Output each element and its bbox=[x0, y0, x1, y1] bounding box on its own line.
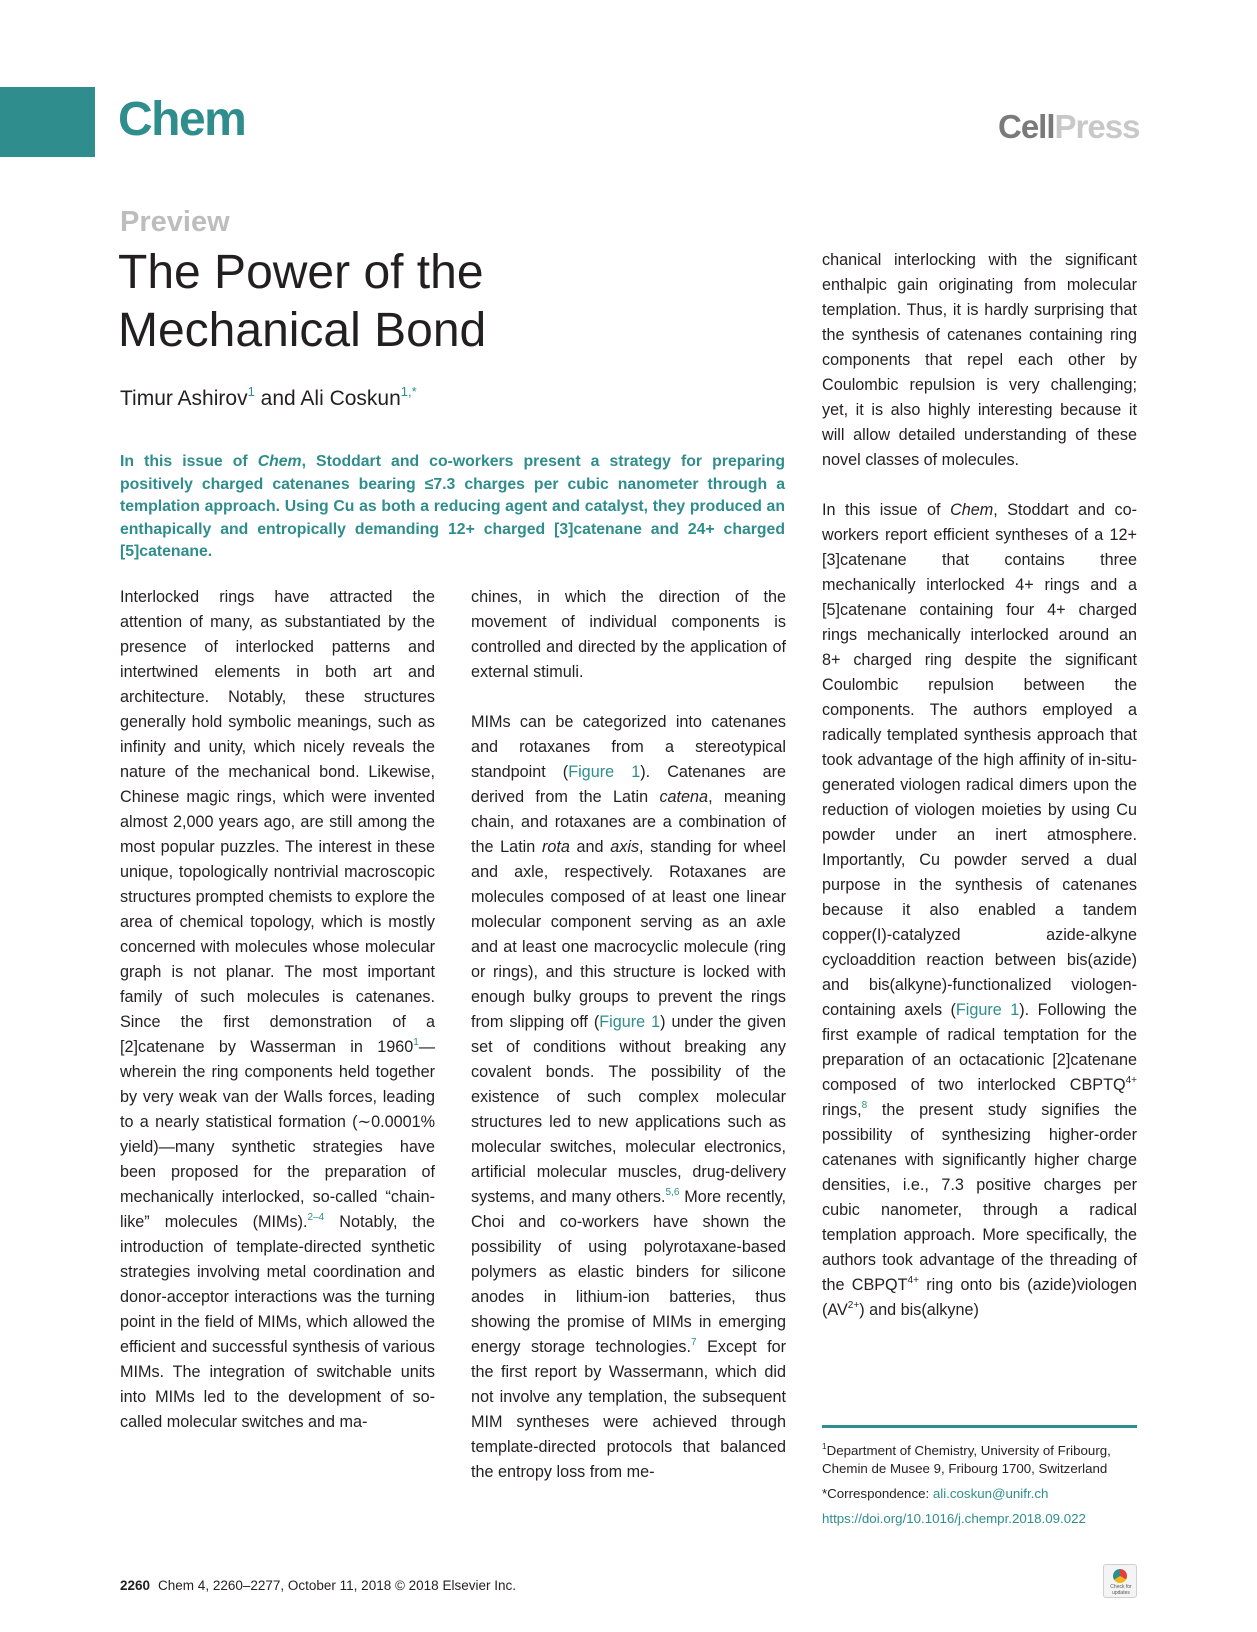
reference-link[interactable]: 2–4 bbox=[307, 1211, 325, 1223]
author-name: Timur Ashirov bbox=[120, 387, 248, 410]
body-paragraph: In this issue of Chem, Stoddart and co-workers report efficient syntheses of a 12+ [3]catenane that contains three mechanically interlocked 4+ rings and a [5]catenane containing four 4+ charged rings mechanically interlocked around an 8+ charged ring despite the significant Coulombic repulsion between the components. The authors employed a radically templated synthesis approach that took advantage of the high affinity of in-situ-generated viologen radical dimers upon the reduction of viologen moieties by using Cu powder under an inert atmosphere. Importantly, Cu powder served a dual purpose in the synthesis of catenanes because it also enabled a tandem copper(I)-catalyzed azide-alkyne cycloaddition reaction between bis(azide) and bis(alkyne)-functionalized viologen-containing axels (Figure 1). Following the first example of radical temptation for the preparation of an octacationic [2]catenane composed of two interlocked $CBPTQ^{4+}$ rings,$^8$ the present study signifies the possibility of synthesizing higher-order catenanes with significantly higher charge densities, i.e., 7.3 positive charges per cubic nanometer, through a radical templation approach. More specifically, the authors took advantage of the threading of the $CBPQT^{4+}$ ring onto bis (azide)viologen $(AV^{2+})$ and bis(alkyne) bbox=[822, 501, 1137, 1319]
check-for-updates-label: Check for updates bbox=[1110, 1584, 1132, 1596]
affiliation-mark: 1 bbox=[822, 1441, 827, 1451]
footer-citation: Chem 4, 2260–2277, October 11, 2018 © 2018 Elsevier Inc. bbox=[158, 1578, 516, 1593]
check-for-updates-icon bbox=[1113, 1569, 1127, 1583]
author-list bbox=[120, 383, 417, 411]
journal-logo[interactable]: Chem bbox=[118, 93, 246, 146]
figure-link[interactable]: Figure 1 bbox=[955, 1001, 1020, 1019]
correspondence-label: *Correspondence: bbox=[822, 1486, 933, 1501]
author-affiliation-mark[interactable]: 1,* bbox=[400, 383, 417, 399]
affiliation-text: Department of Chemistry, University of Fribourg, Chemin de Musee 9, Fribourg 1700, Switzerland bbox=[822, 1443, 1111, 1476]
body-paragraph: MIMs can be categorized into catenanes and rotaxanes from a stereotypical standpoint (Figure 1). Catenanes are derived from the Latin catena, meaning chain, and rotaxanes are a combination of the Latin rota and axis, standing for wheel and axle, respectively. Rotaxanes are molecules composed of at least one linear molecular component serving as an axle and at least one macrocyclic molecule (ring or rings), and this structure is locked with enough bulky groups to prevent the rings from slipping off (Figure 1) under the given set of conditions without breaking any covalent bonds. The possibility of the existence of such complex molecular structures led to new applications such as molecular switches, molecular electronics, artificial molecular muscles, drug-delivery systems, and many others.$^{5,6}$ More recently, Choi and co-workers have shown the possibility of using polyrotaxane-based polymers as elastic binders for silicone anodes in lithium-ion batteries, thus showing the promise of MIMs in emerging energy storage technologies.$^7$ Except for the first report by Wassermann, which did not involve any templation, the subsequent MIM syntheses were achieved through template-directed protocols that balanced the entropy loss from me- bbox=[471, 713, 786, 1481]
reference-link[interactable]: 7 bbox=[690, 1336, 697, 1348]
charge-superscript: 4+ bbox=[907, 1274, 919, 1286]
body-paragraph: chines, in which the direction of the movement of individual components is controlled and directed by the application of external stimuli. bbox=[471, 588, 786, 681]
body-column-right bbox=[822, 248, 1137, 1323]
correspondence-email-link[interactable]: ali.coskun@unifr.ch bbox=[932, 1486, 1049, 1501]
publisher-logo-part-1: Cell bbox=[998, 108, 1055, 145]
abstract: In this issue of Chem, Stoddart and co-workers present a strategy for preparing positively charged catenanes bearing ≤7.3 charges per cubic nanometer through a templation approach. Using Cu as both a reducing agent and catalyst, they produced an enthapically and entropically demanding 12+ charged [3]catenane and 24+ charged [5]catenane. bbox=[120, 453, 785, 560]
figure-link[interactable]: Figure 1 bbox=[568, 763, 641, 781]
page-footer bbox=[120, 1578, 516, 1593]
header-accent-block bbox=[0, 87, 95, 157]
author-affiliation-mark[interactable]: 1 bbox=[247, 383, 255, 399]
publisher-logo[interactable] bbox=[998, 108, 1139, 146]
article-title: The Power of the Mechanical Bond bbox=[118, 246, 487, 357]
check-for-updates-badge[interactable] bbox=[1103, 1564, 1137, 1598]
publisher-logo-part-2: Press bbox=[1054, 108, 1140, 145]
figure-link[interactable]: Figure 1 bbox=[599, 1013, 661, 1031]
charge-superscript: 4+ bbox=[1125, 1074, 1137, 1086]
body-column-left bbox=[120, 585, 435, 1435]
reference-link[interactable]: 8 bbox=[861, 1099, 868, 1111]
correspondence-footnote bbox=[822, 1485, 1137, 1503]
body-paragraph: chanical interlocking with the significant enthalpic gain originating from molecular templation. Thus, it is hardly surprising that the synthesis of catenanes containing ring components that repel each other by Coulombic repulsion is very challenging; yet, it is also highly interesting because it will allow detailed understanding of these novel classes of molecules. bbox=[822, 251, 1137, 469]
reference-link[interactable]: 5,6 bbox=[665, 1186, 680, 1198]
doi-link[interactable]: https://doi.org/10.1016/j.chempr.2018.09.022 bbox=[822, 1511, 1086, 1526]
author-separator: and bbox=[254, 387, 301, 410]
footnote-divider bbox=[822, 1425, 1137, 1428]
charge-superscript: 2+ bbox=[847, 1299, 860, 1311]
body-column-middle bbox=[471, 585, 786, 1485]
page-number: 2260 bbox=[120, 1578, 151, 1593]
reference-link[interactable]: 1 bbox=[413, 1036, 419, 1048]
author-name: Ali Coskun bbox=[300, 387, 401, 410]
affiliation-footnote bbox=[822, 1442, 1137, 1478]
footnotes bbox=[822, 1442, 1137, 1535]
section-label: Preview bbox=[120, 206, 230, 238]
body-paragraph: Interlocked rings have attracted the attention of many, as substantiated by the presence of interlocked patterns and intertwined elements in both art and architecture. Notably, these structures generally hold symbolic meanings, such as infinity and unity, which nicely reveals the nature of the mechanical bond. Likewise, Chinese magic rings, which were invented almost 2,000 years ago, are still among the most popular puzzles. The interest in these unique, topologically nontrivial macroscopic structures prompted chemists to explore the area of chemical topology, which is mostly concerned with molecules whose molecular graph is not planar. The most important family of such molecules is catenanes. Since the first demonstration of a [2]catenane by Wasserman in 1960$^1$—wherein the ring components held together by very weak van der Walls forces, leading to a nearly statistical formation (∼0.0001% yield)—many synthetic strategies have been proposed for the preparation of mechanically interlocked, so-called “chain-like” molecules (MIMs).$^{2-4}$ Notably, the introduction of template-directed synthetic strategies involving metal coordination and donor-acceptor interactions was the turning point in the field of MIMs, which allowed the efficient and successful synthesis of various MIMs. The integration of switchable units into MIMs led to the development of so-called molecular switches and ma- bbox=[120, 588, 435, 1431]
